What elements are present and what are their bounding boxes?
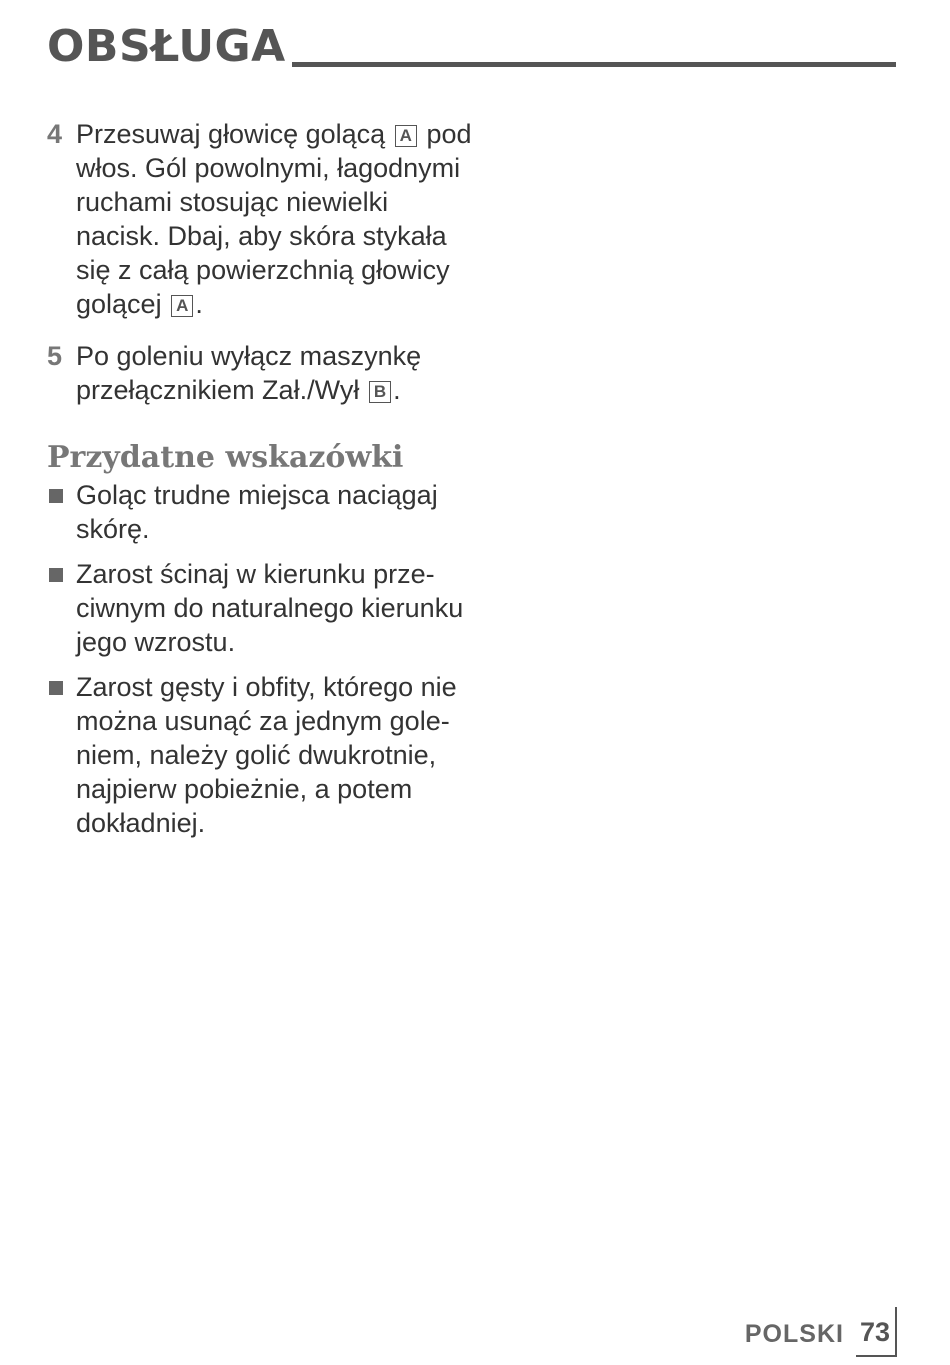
square-bullet-icon — [47, 478, 76, 546]
tip-item — [47, 670, 477, 840]
step-text: Po goleniu wyłącz maszynkę przełącznikiem Zał./Wył B . — [76, 341, 422, 405]
part-reference-label: A — [395, 125, 417, 147]
step-item — [47, 339, 477, 407]
page-title: OBSŁUGA — [47, 21, 286, 72]
step-text: Przesuwaj głowicę golącą A pod włos. Gól powolnymi, łagodnymi ruchami stosując niewielki nacisk. Dbaj, aby skóra stykała się z całą powierzchnią głowicy golącej A . — [76, 119, 472, 319]
page-footer — [745, 1307, 897, 1357]
page-header — [47, 18, 896, 70]
step-item — [47, 117, 477, 321]
tip-text: Goląc trudne miejsca naciągaj skórę. — [76, 480, 438, 544]
page-number: 73 — [856, 1307, 897, 1357]
tip-text: Zarost gęsty i obfity, którego nie można usunąć za jednym gole-niem, należy golić dwukrotnie, najpierw pobieżnie, a potem dokładniej. — [76, 672, 457, 838]
tips-heading: Przydatne wskazówki — [47, 440, 404, 475]
content-column — [47, 117, 477, 851]
part-reference-label: B — [369, 381, 391, 403]
step-number: 4 — [47, 119, 63, 149]
tip-item — [47, 478, 477, 546]
tip-text: Zarost ścinaj w kierunku prze-ciwnym do naturalnego kierunku jego wzrostu. — [76, 559, 464, 657]
header-rule — [292, 62, 896, 67]
square-bullet-icon — [47, 670, 76, 840]
part-reference-label: A — [171, 295, 193, 317]
tip-item — [47, 557, 477, 659]
step-number: 5 — [47, 341, 63, 371]
footer-language: POLSKI — [744, 1320, 844, 1348]
square-bullet-icon — [47, 557, 76, 659]
